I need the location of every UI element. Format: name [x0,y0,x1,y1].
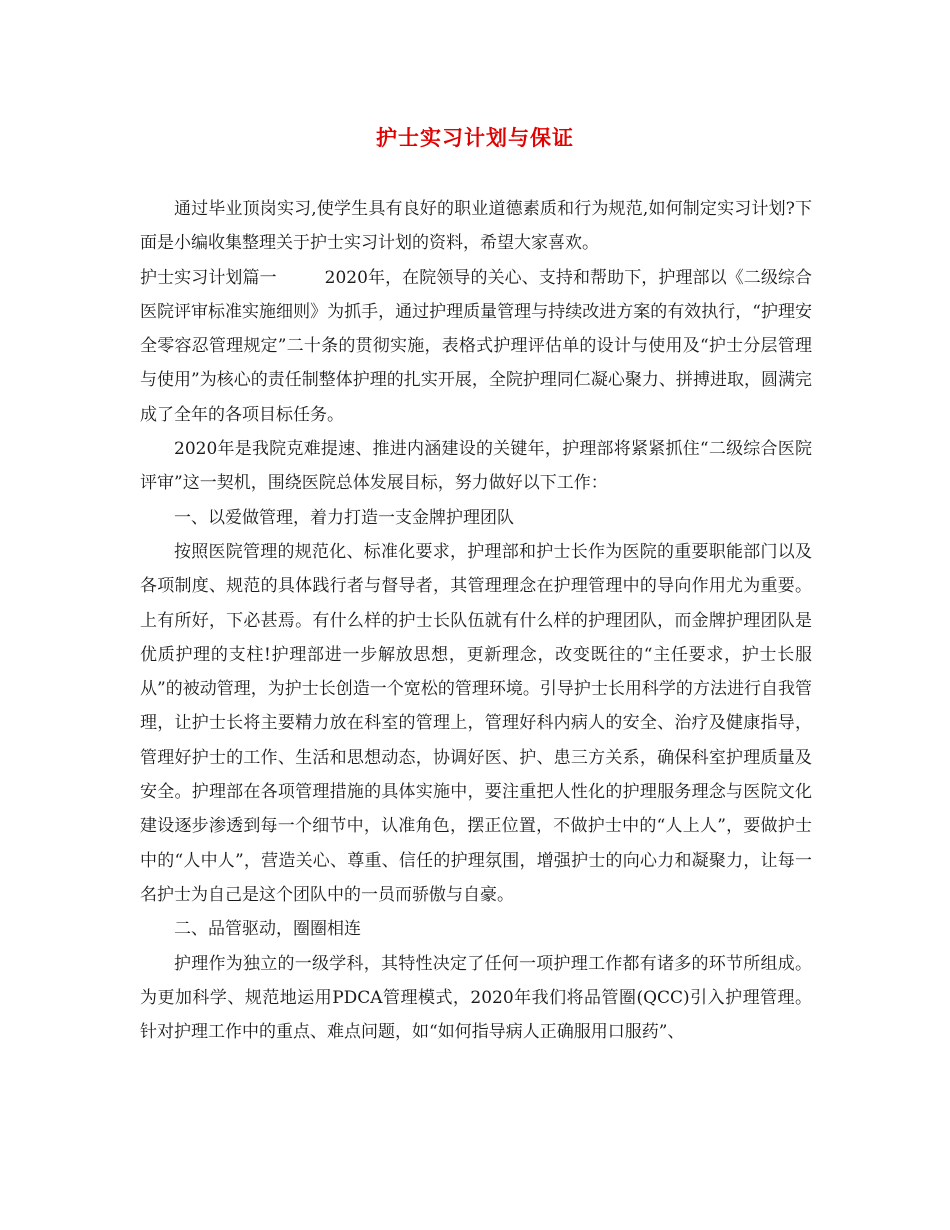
document-body [140,192,812,1049]
key-year-paragraph: 2020年是我院克难提速、推进内涵建设的关键年，护理部将紧紧抓住“二级综合医院评审”这一契机，围绕医院总体发展目标，努力做好以下工作： [140,439,812,494]
quality-circle-paragraph: 护理作为独立的一级学科，其特性决定了任何一项护理工作都有诸多的环节所组成。为更加科学、规范地运用PDCA管理模式，2020年我们将品管圈(QCC)引入护理管理。针对护理工作中的重点、难点问题，如“如何指导病人正确服用口服药”、 [140,953,812,1043]
management-paragraph: 按照医院管理的规范化、标准化要求，护理部和护士长作为医院的重要职能部门以及各项制度、规范的具体践行者与督导者，其管理理念在护理管理中的导向作用尤为重要。上有所好，下必甚焉。有什么样的护士长队伍就有什么样的护理团队，而金牌护理团队是优质护理的支柱!护理部进一步解放思想，更新理念，改变既往的“主任要求，护士长服从”的被动管理，为护士长创造一个宽松的管理环境。引导护士长用科学的方法进行自我管理，让护士长将主要精力放在科室的管理上，管理好科内病人的安全、治疗及健康指导，管理好护士的工作、生活和思想动态，协调好医、护、患三方关系，确保科室护理质量及安全。护理部在各项管理措施的具体实施中，要注重把人性化的护理服务理念与医院文化建设逐步渗透到每一个细节中，认准角色，摆正位置，不做护士中的“人上人”，要做护士中的“人中人”，营造关心、尊重、信任的护理氛围，增强护士的向心力和凝聚力，让每一名护士为自己是这个团队中的一员而骄傲与自豪。 [140,541,812,905]
document-title: 护士实习计划与保证 [376,125,574,150]
intro-paragraph: 通过毕业顶岗实习,使学生具有良好的职业道德素质和行为规范,如何制定实习计划?下面是小编收集整理关于护士实习计划的资料，希望大家喜欢。 [140,199,812,254]
section-heading-1: 一、以爱做管理，着力打造一支金牌护理团队 [174,507,514,528]
plan-paragraph [140,261,812,432]
plan-intro-text: 2020年，在院领导的关心、支持和帮助下，护理部以《二级综合医院评审标准实施细则》为抓手，通过护理质量管理与持续改进方案的有效执行，“护理安全零容忍管理规定”二十条的贯彻实施，表格式护理评估单的设计与使用及“护士分层管理与使用”为核心的责任制整体护理的扎实开展，全院护理同仁凝心聚力、拼搏进取，圆满完成了全年的各项目标任务。 [140,267,813,425]
section-heading-2: 二、品管驱动，圈圈相连 [174,919,361,940]
plan-label: 护士实习计划篇一 [140,267,277,288]
